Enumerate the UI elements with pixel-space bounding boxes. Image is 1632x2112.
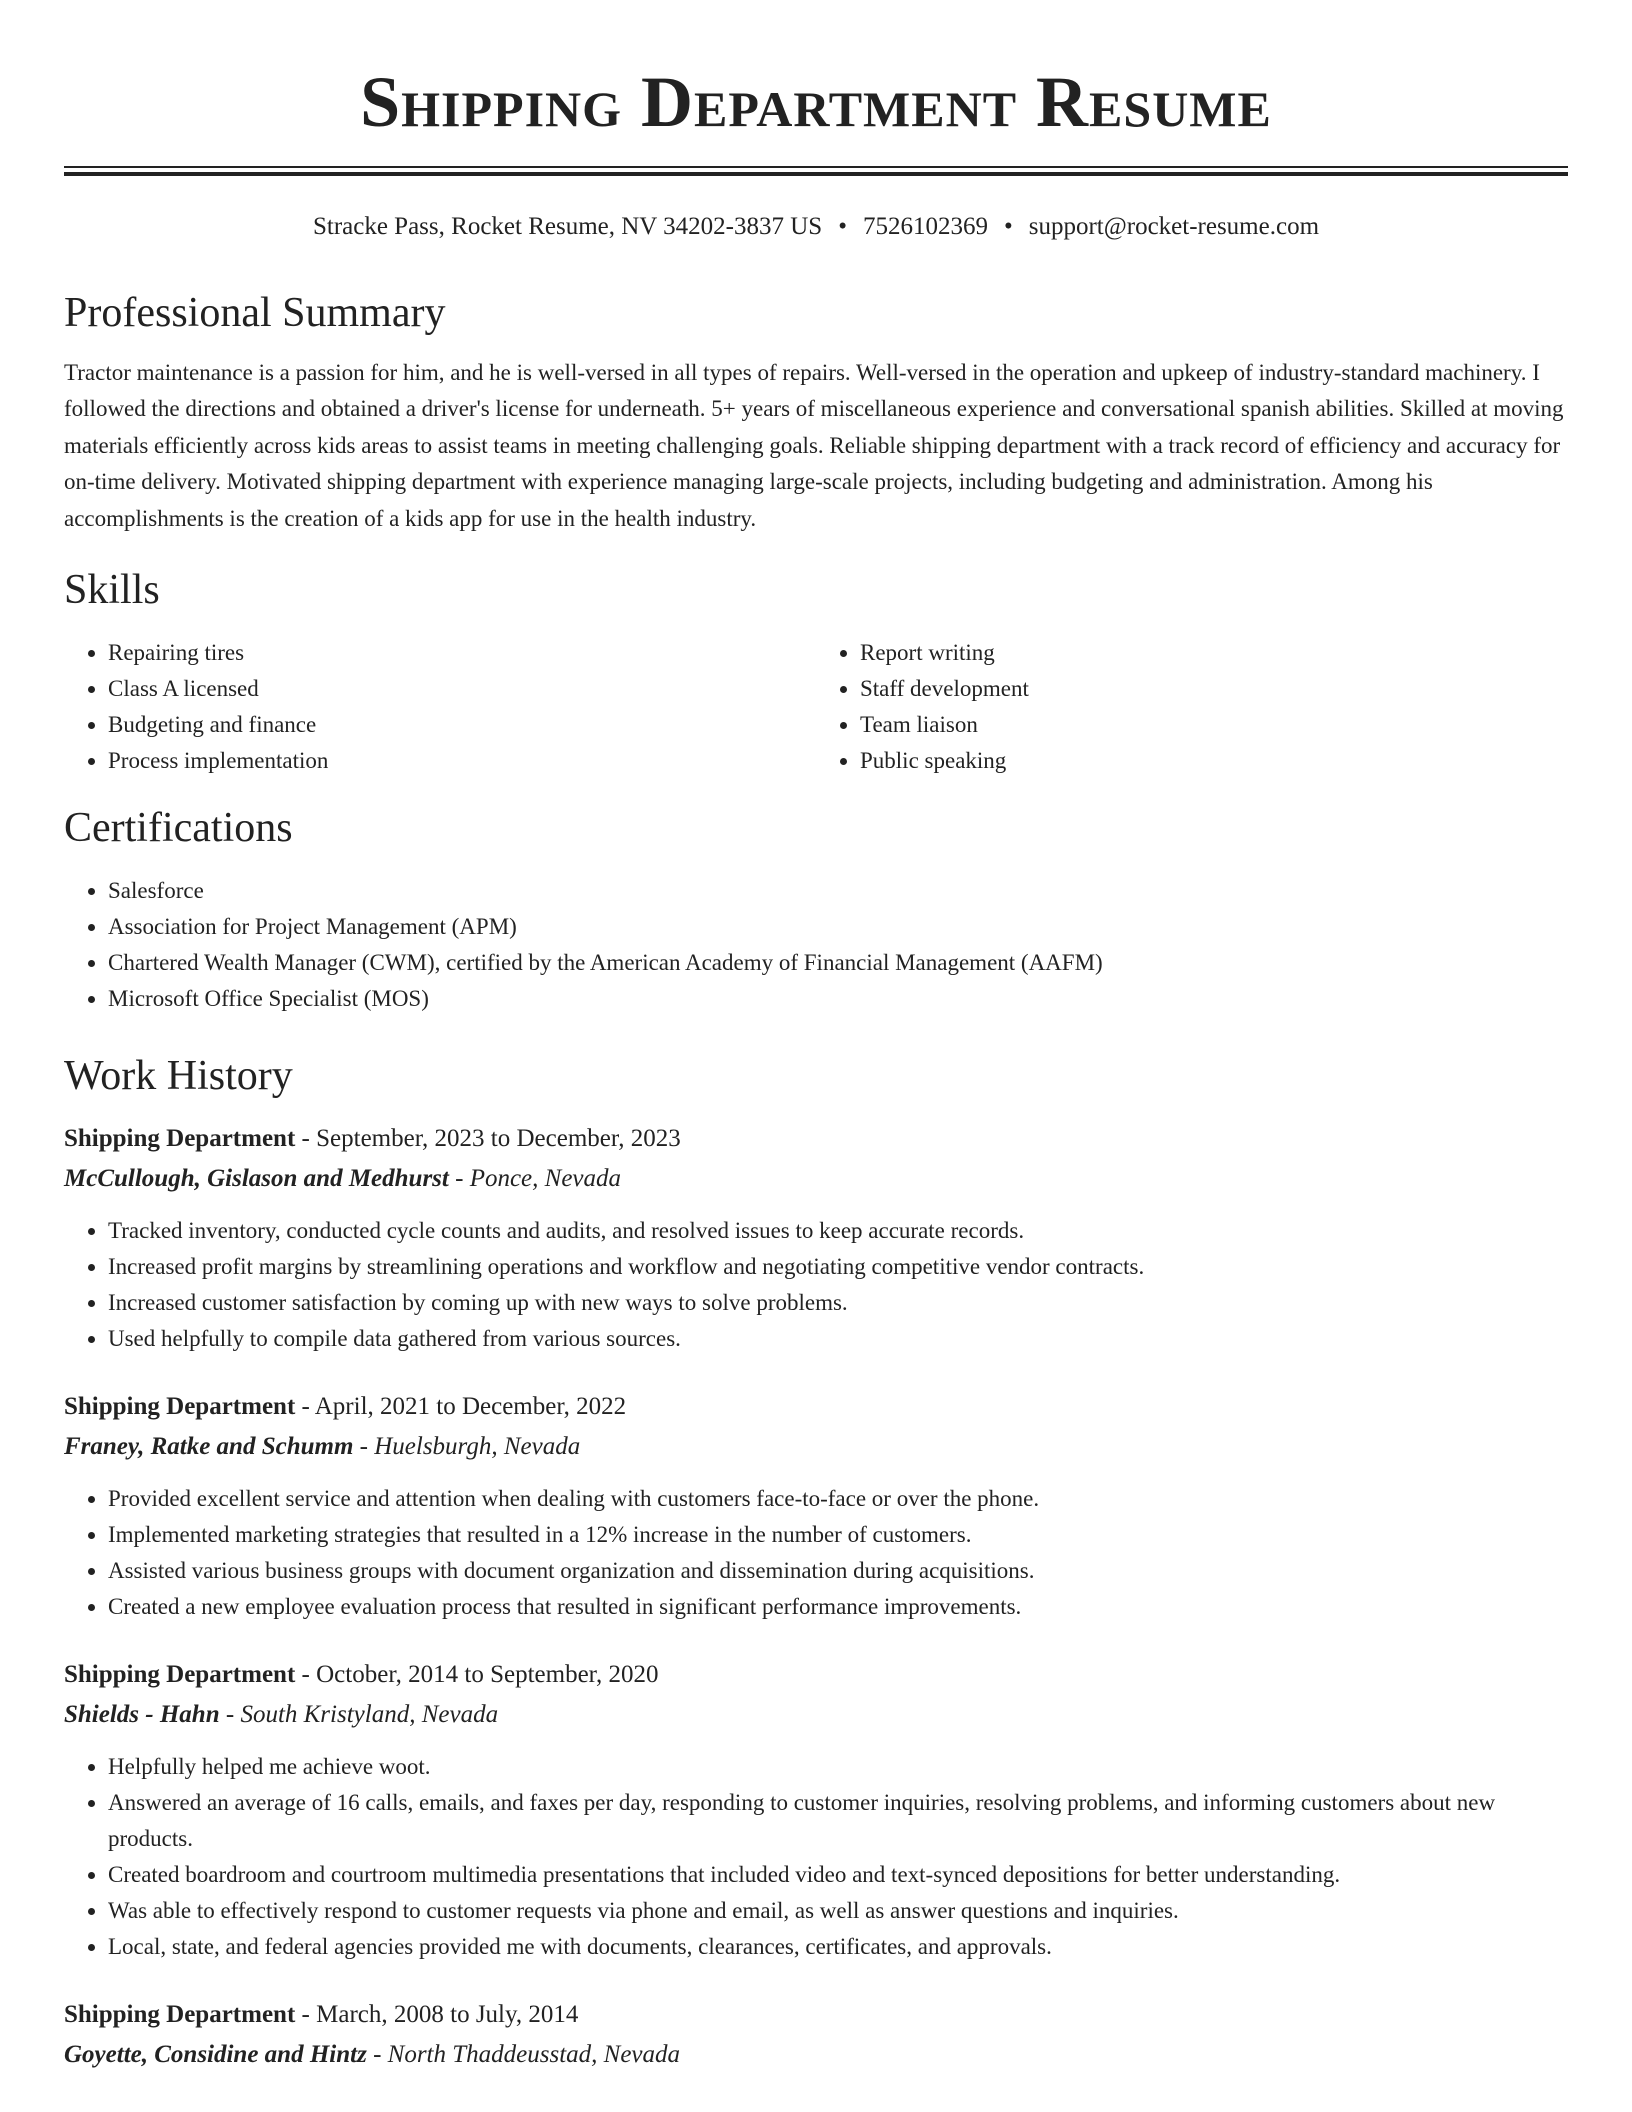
certification-item: • Microsoft Office Specialist (MOS) [108,981,1568,1017]
job-employer-line: McCullough, Gislason and Medhurst - Ponce, Nevada [64,1165,622,1193]
section-heading-work-history: Work History [64,1053,293,1100]
contact-separator: • [838,213,847,240]
job-entry [64,1387,1568,1625]
job-title: Shipping Department [64,2001,296,2029]
job-title: Shipping Department [64,1125,296,1153]
skill-item: • Public speaking [860,743,1568,779]
title-double-rule [64,166,1568,176]
job-employer: McCullough, Gislason and Medhurst [64,1165,449,1193]
job-employer: Shields - Hahn [64,1701,220,1729]
job-entry [64,1655,1568,1965]
job-employer: Goyette, Considine and Hintz [64,2041,367,2069]
contact-address: Stracke Pass, Rocket Resume, NV 34202-3837 US [312,213,823,240]
job-bullet: • Created boardroom and courtroom multimedia presentations that included video and text-synced depositions for better understanding. [108,1857,1568,1893]
section-heading-summary: Professional Summary [64,290,446,336]
skill-item: • Repairing tires [108,635,816,671]
skills-list-right [816,635,1568,779]
job-location: North Thaddeusstad, Nevada [387,2041,681,2069]
summary-text: Tractor maintenance is a passion for him, and he is well-versed in all types of repairs. Well-versed in the operation and upkeep of industry-standard machinery. I followed the directions and obtained a driver's license for underneath. 5+ years of miscellaneous experience and conversational spanish abilities. Skilled at moving materials efficiently across kids areas to assist teams in meeting challenging goals. Reliable shipping department with a track record of efficiency and accuracy for on-time delivery. Motivated shipping department with experience managing large-scale projects, including budgeting and administration. Among his accomplishments is the creation of a kids app for use in the health industry. [64,360,1564,531]
job-dates: April, 2021 to December, 2022 [314,1393,627,1421]
certification-item: • Chartered Wealth Manager (CWM), certified by the American Academy of Financial Management (AAFM) [108,945,1568,981]
job-dates: October, 2014 to September, 2020 [316,1661,659,1689]
job-bullet: • Helpfully helped me achieve woot. [108,1749,1568,1785]
skill-item: • Process implementation [108,743,816,779]
job-bullet: • Implemented marketing strategies that resulted in a 12% increase in the number of customers. [108,1517,1568,1553]
job-bullet: • Local, state, and federal agencies provided me with documents, clearances, certificates, and approvals. [108,1929,1568,1965]
skill-item: • Report writing [860,635,1568,671]
job-title-line: Shipping Department - April, 2021 to December, 2022 [64,1393,627,1421]
certifications-list [64,873,1568,1017]
job-location: Ponce, Nevada [469,1165,622,1193]
certification-item: • Salesforce [108,873,1568,909]
job-title: Shipping Department [64,1661,296,1689]
job-location: Huelsburgh, Nevada [374,1433,581,1461]
job-bullet: • Answered an average of 16 calls, emails, and faxes per day, responding to customer inquiries, resolving problems, and informing customers about new products. [108,1785,1568,1857]
contact-separator: • [1003,213,1013,240]
job-employer-line: Shields - Hahn - South Kristyland, Nevada [64,1701,499,1729]
skill-item: • Budgeting and finance [108,707,816,743]
job-title-line: Shipping Department - October, 2014 to September, 2020 [64,1661,659,1689]
job-entry [64,1119,1568,1357]
skill-item: • Staff development [860,671,1568,707]
certification-item: • Association for Project Management (APM) [108,909,1568,945]
job-bullet: • Increased customer satisfaction by coming up with new ways to solve problems. [108,1285,1568,1321]
job-employer-line: Franey, Ratke and Schumm - Huelsburgh, Nevada [64,1433,581,1461]
job-bullet: • Assisted various business groups with document organization and dissemination during acquisitions. [108,1553,1568,1589]
section-heading-skills: Skills [64,567,160,614]
job-employer-line: Goyette, Considine and Hintz - North Thaddeusstad, Nevada [64,2041,681,2069]
contact-line [64,210,1568,244]
job-location: South Kristyland, Nevada [240,1701,499,1729]
job-dates: September, 2023 to December, 2023 [316,1125,681,1153]
job-entry [64,1995,1568,2075]
job-dates: March, 2008 to July, 2014 [316,2001,579,2029]
job-bullets [64,1749,1568,1965]
job-bullet: • Used helpfully to compile data gathered from various sources. [108,1321,1568,1357]
job-bullets [64,1213,1568,1357]
skills-list-left [64,635,816,779]
section-heading-certifications: Certifications [64,805,293,852]
job-title-line: Shipping Department - March, 2008 to July, 2014 [64,2001,579,2029]
job-bullet: • Was able to effectively respond to customer requests via phone and email, as well as answer questions and inquiries. [108,1893,1568,1929]
skills-columns [64,635,1568,779]
contact-email: support@rocket-resume.com [1028,213,1320,240]
resume-title: Shipping Department Resume [360,62,1272,142]
job-bullets [64,1481,1568,1625]
job-title: Shipping Department [64,1393,296,1421]
skill-item: • Class A licensed [108,671,816,707]
job-title-line: Shipping Department - September, 2023 to December, 2023 [64,1125,681,1153]
job-bullet: • Tracked inventory, conducted cycle counts and audits, and resolved issues to keep accurate records. [108,1213,1568,1249]
skill-item: • Team liaison [860,707,1568,743]
contact-phone: 7526102369 [862,213,988,240]
job-bullet: • Provided excellent service and attention when dealing with customers face-to-face or over the phone. [108,1481,1568,1517]
job-bullet: • Increased profit margins by streamlining operations and workflow and negotiating competitive vendor contracts. [108,1249,1568,1285]
job-employer: Franey, Ratke and Schumm [64,1433,354,1461]
job-bullet: • Created a new employee evaluation process that resulted in significant performance improvements. [108,1589,1568,1625]
